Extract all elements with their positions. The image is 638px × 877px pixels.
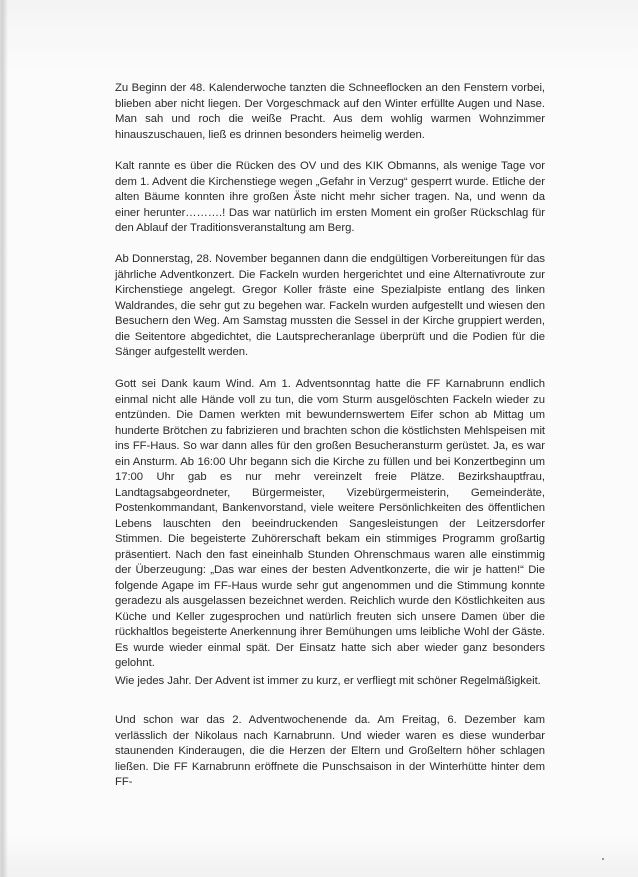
paragraph-2	[115, 159, 545, 237]
page-edge-shadow	[2, 0, 8, 877]
paragraph-5	[115, 674, 545, 690]
paragraph-6	[115, 713, 545, 791]
paragraph-4	[115, 377, 545, 672]
paragraph-text: Zu Beginn der 48. Kalenderwoche tanzten die Schneeflocken an den Fenstern vorbei, blieben aber nicht liegen. Der Vorgeschmack auf den Winter erfüllte Augen und Nase. Man sah und roch die weiße Pracht. Aus dem wohlig warmen Wohnzimmer hinauszuschauen, ließ es drinnen besonders heimelig werden.	[115, 82, 545, 141]
paragraph-text: Gott sei Dank kaum Wind. Am 1. Adventsonntag hatte die FF Karnabrunn endlich einmal nicht alle Hände voll zu tun, die vom Sturm ausgelöschten Fackeln wieder zu entzünden. Die Damen werkten mit bewundernswertem Eifer schon ab Mittag um hunderte Brötchen zu fabrizieren und brachten schon die köstlichsten Mehlspeisen mit ins FF-Haus. So war dann alles für den großen Besucheransturm gerüstet. Ja, es war ein Ansturm. Ab 16:00 Uhr begann sich die Kirche zu füllen und bei Konzertbeginn um 17:00 Uhr gab es nur mehr vereinzelt freie Plätze. Bezirkshauptfrau, Landtagsabgeordneter, Bürgermeister, Vizebürgermeisterin, Gemeinderäte, Postenkommandant, Bankenvorstand, viele weitere Persönlichkeiten des öffentlichen Lebens lauschten den beeindruckenden Sangesleistungen der Leitzersdorfer Stimmen. Die begeisterte Zuhörerschaft bekam ein stimmiges Programm großartig präsentiert. Nach den fast eineinhalb Stunden Ohrenschmaus waren alle einstimmig der Überzeugung: „Das war eines der besten Adventkonzerte, die wir je hatten!“ Die folgende Agape im FF-Haus wurde sehr gut angenommen und die Stimmung konnte geradezu als ausgelassen bezeichnet werden. Reichlich wurde den Köstlichkeiten aus Küche und Keller zugesprochen und natürlich freuten sich unsere Damen über die rückhaltlos begeisterte Anerkennung ihrer Bemühungen ums leibliche Wohl der Gäste. Es wurde wieder einmal spät. Der Einsatz hatte sich aber wieder ganz besonders gelohnt.	[115, 378, 545, 669]
paragraph-text: Wie jedes Jahr. Der Advent ist immer zu kurz, er verfliegt mit schöner Regelmäßigkeit.	[115, 675, 541, 687]
scan-speck	[602, 858, 604, 860]
paragraph-text: Und schon war das 2. Adventwochenende da. Am Freitag, 6. Dezember kam verlässlich der Nikolaus nach Karnabrunn. Und wieder waren es diese wunderbar staunenden Kinderaugen, die die Herzen der Eltern und Großeltern höher schlagen ließen. Die FF Karnabrunn eröffnete die Punschsaison in der Winterhütte hinter dem FF-	[115, 714, 545, 788]
paragraph-text: Ab Donnerstag, 28. November begannen dann die endgültigen Vorbereitungen für das jährliche Adventkonzert. Die Fackeln wurden hergerichtet und eine Alternativroute zur Kirchenstiege angelegt. Gregor Koller fräste eine Spezialpiste entlang des linken Waldrandes, die sehr gut zu begehen war. Fackeln wurden aufgestellt und wiesen den Besuchern den Weg. Am Samstag mussten die Sessel in der Kirche gruppiert werden, die Seitentore abgedichtet, die Lautsprecheranlage überprüft und die Podien für die Sänger aufgestellt werden.	[115, 253, 545, 358]
paragraph-1	[115, 81, 545, 143]
paragraph-3	[115, 252, 545, 361]
paragraph-text: Kalt rannte es über die Rücken des OV und des KIK Obmanns, als wenige Tage vor dem 1. Advent die Kirchenstiege wegen „Gefahr in Verzug“ gesperrt wurde. Etliche der alten Bäume konnten ihre großen Äste nicht mehr sicher tragen. Na, und wenn da einer herunter……….! Das war natürlich im ersten Moment ein großer Rückschlag für den Ablauf der Traditionsveranstaltung am Berg.	[115, 160, 545, 234]
